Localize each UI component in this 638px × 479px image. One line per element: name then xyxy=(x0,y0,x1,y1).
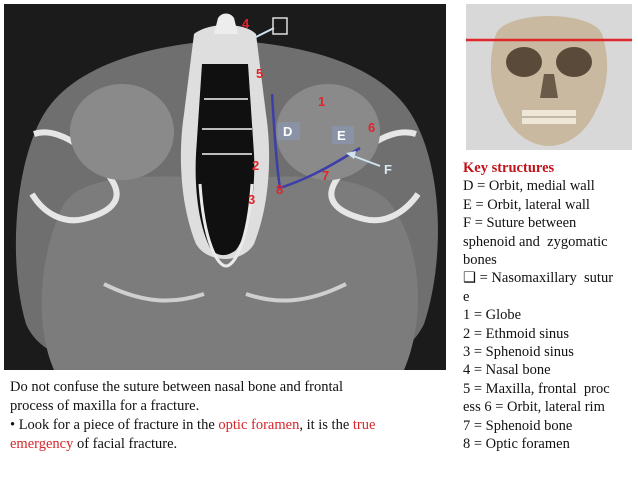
ct-label-7: 7 xyxy=(322,168,330,183)
key-title: Key structures xyxy=(463,160,555,176)
caption-bullet-text: of facial fracture. xyxy=(73,436,178,452)
key-line: F = Suture between xyxy=(463,215,577,232)
skull-3d-image xyxy=(466,4,632,150)
ct-axial-slice xyxy=(4,4,446,370)
caption-line-1: Do not confuse the suture between nasal bone and frontal xyxy=(10,379,343,395)
key-line: bones xyxy=(463,252,497,269)
key-line: E = Orbit, lateral wall xyxy=(463,196,590,213)
key-structures-legend xyxy=(463,159,635,454)
caption-bullet xyxy=(10,416,430,435)
ct-scan-image xyxy=(4,4,446,370)
key-line: e xyxy=(463,288,470,305)
ct-label-e: E xyxy=(337,128,346,143)
ct-label-5: 5 xyxy=(256,66,264,81)
caption-bullet-text: , it is the xyxy=(299,417,353,433)
key-line: 1 = Globe xyxy=(463,307,522,324)
skull-illustration xyxy=(466,4,632,150)
caption-bullet-text: • Look for a piece of fracture in the xyxy=(10,417,219,433)
caption-line-2: process of maxilla for a fracture. xyxy=(10,398,200,414)
key-line: 3 = Sphenoid sinus xyxy=(463,344,574,361)
ct-label-d: D xyxy=(283,124,293,139)
ct-label-2: 2 xyxy=(252,158,260,173)
key-line: 4 = Nasal bone xyxy=(463,362,551,379)
ct-label-f: F xyxy=(384,162,392,177)
ct-label-6: 6 xyxy=(368,120,376,135)
key-line: sphenoid and zygomatic xyxy=(463,233,608,250)
key-line: 7 = Sphenoid bone xyxy=(463,417,573,434)
ct-label-8: 8 xyxy=(276,182,284,197)
key-line: 2 = Ethmoid sinus xyxy=(463,325,570,342)
caption-true: true xyxy=(352,417,376,433)
key-line: D = Orbit, medial wall xyxy=(463,178,595,195)
caption-emergency: emergency xyxy=(10,436,74,452)
ct-label-3: 3 xyxy=(248,192,256,207)
key-line: ess 6 = Orbit, lateral rim xyxy=(463,399,605,416)
ct-label-4: 4 xyxy=(242,16,250,31)
caption-bullet-cont xyxy=(10,435,430,454)
caption-text xyxy=(10,378,430,454)
ct-label-1: 1 xyxy=(318,94,326,109)
key-line: 5 = Maxilla, frontal proc xyxy=(463,380,610,397)
key-line: 8 = Optic foramen xyxy=(463,436,570,453)
key-line: ❑ = Nasomaxillary sutur xyxy=(463,270,614,287)
caption-optic-foramen: optic foramen xyxy=(218,417,300,433)
